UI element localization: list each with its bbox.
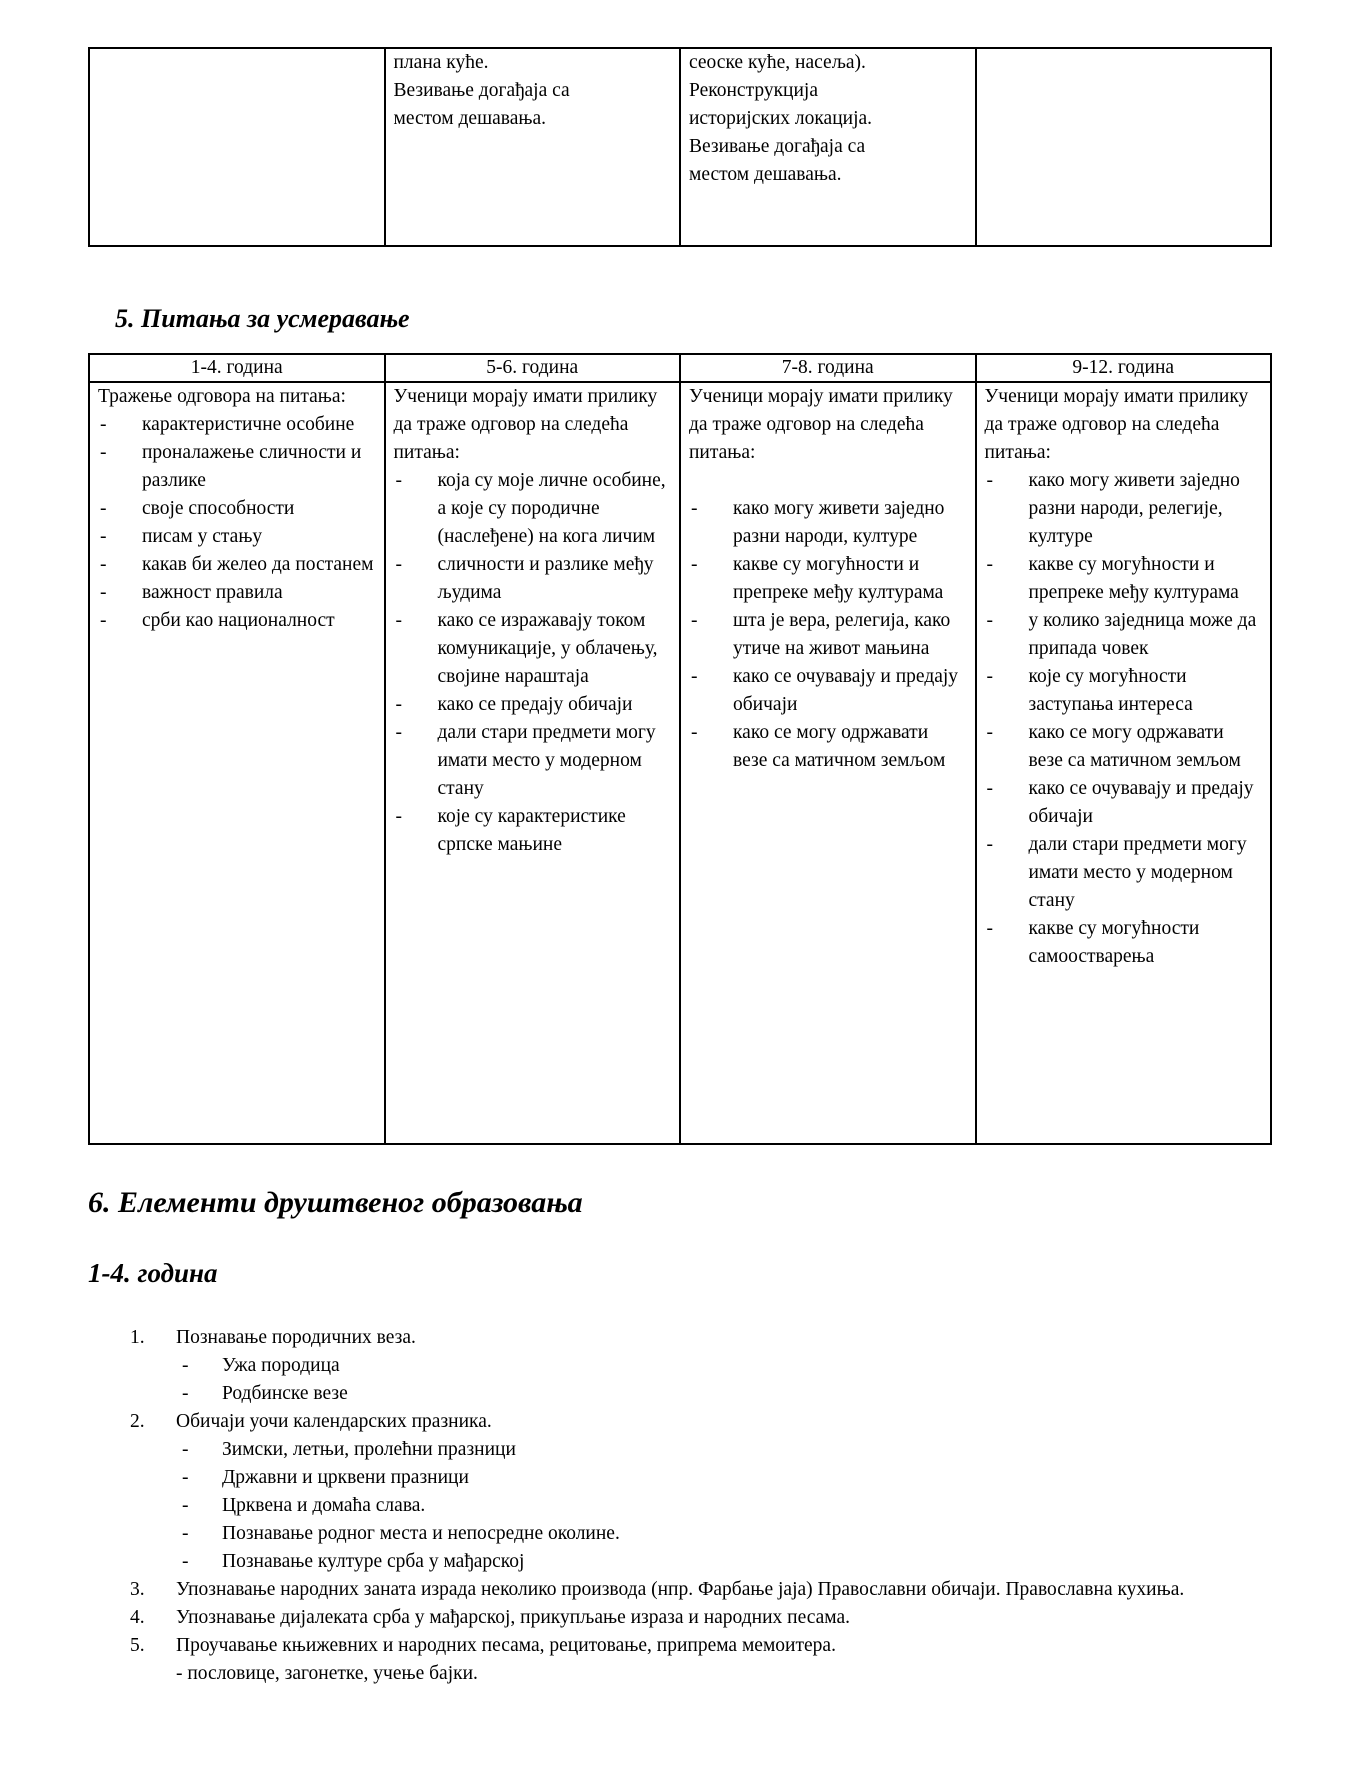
table-row [89, 48, 1271, 246]
table-cell-col4 [976, 48, 1272, 246]
question-list [689, 495, 967, 775]
sub-list-item: - Познавање културе срба у мађарској [176, 1548, 1210, 1576]
question-item: - како се могу одржавати везе са матичном земљом [689, 719, 967, 775]
sub-list [176, 1352, 1210, 1408]
sub-list-item: - Државни и црквени празници [176, 1464, 1210, 1492]
list-number: 3. [130, 1579, 145, 1600]
sub-list-item: - Познавање родног места и непосредне околине. [176, 1520, 1210, 1548]
cell-line: Везивање догађаја са [689, 136, 866, 157]
question-item: - писам у стању [98, 523, 376, 551]
question-item: - како се очувавају и предају обичаји [985, 775, 1263, 831]
question-item: - како могу живети заједно разни народи, културе [689, 495, 967, 551]
question-item: - срби као националност [98, 607, 376, 635]
list-item-text: Познавање породичних веза. [176, 1327, 416, 1348]
table-cell-col3 [680, 48, 976, 246]
guiding-questions-table [88, 353, 1272, 1145]
table-cell-col2 [385, 48, 681, 246]
list-item-text: Проучавање књижевних и народних песама, рецитовање, припрема мемоитера. [176, 1635, 836, 1656]
question-item: - карактеристичне особине [98, 411, 376, 439]
cell-line: местом дешавања. [689, 164, 842, 185]
spacer [689, 467, 967, 495]
sub-list [176, 1436, 1210, 1576]
list-item [130, 1632, 1210, 1688]
question-item: - сличности и разлике међу људима [394, 551, 672, 607]
question-list [394, 467, 672, 859]
questions-cell-1-4 [89, 382, 385, 1144]
section-6-title: 6. Елементи друштвеног образовања [88, 1186, 583, 1219]
question-item: - какве су могућности и препреке међу културама [689, 551, 967, 607]
cell-intro: Ученици морају имати прилику да траже одговор на следећа питања: [689, 386, 953, 463]
cell-line: Везивање догађаја са [393, 80, 570, 101]
question-item: - како се могу одржавати везе са матичном земљом [985, 719, 1263, 775]
column-header: 9-12. година [976, 354, 1272, 382]
top-continuation-table [88, 47, 1272, 247]
table-header-row [89, 354, 1271, 382]
list-item [130, 1324, 1210, 1408]
sub-list-item: - Ужа породица [176, 1352, 1210, 1380]
cell-intro: Ученици морају имати прилику да траже одговор на следећа питања: [393, 386, 658, 463]
list-number: 2. [130, 1411, 145, 1432]
question-list [985, 467, 1263, 971]
cell-line: Реконструкција [689, 80, 818, 101]
question-item: - која су моје личне особине, а које су породичне (наслеђене) на кога личим [394, 467, 672, 551]
questions-cell-7-8 [680, 382, 976, 1144]
question-item: - како се очувавају и предају обичаји [689, 663, 967, 719]
question-item: - своје способности [98, 495, 376, 523]
list-item [130, 1408, 1210, 1576]
column-header: 7-8. година [680, 354, 976, 382]
cell-line: плана куће. [393, 52, 489, 73]
sub-list-item: - Зимски, летњи, пролећни празници [176, 1436, 1210, 1464]
list-item-text: Обичаји уочи календарских празника. [176, 1411, 492, 1432]
list-item [130, 1604, 1210, 1632]
column-header: 1-4. година [89, 354, 385, 382]
questions-cell-9-12 [976, 382, 1272, 1144]
cell-intro: Ученици морају имати прилику да траже одговор на следећа питања: [984, 386, 1249, 463]
cell-intro: Тражење одговора на питања: [98, 386, 346, 407]
question-item: - како се изражавају током комуникације, у облачењу, својине нараштаја [394, 607, 672, 691]
question-list [98, 411, 376, 635]
list-item [130, 1576, 1210, 1604]
table-row [89, 382, 1271, 1144]
question-item: - у колико заједница може да припада човек [985, 607, 1263, 663]
list-number: 1. [130, 1327, 145, 1348]
question-item: - како могу живети заједно разни народи, релегије, културе [985, 467, 1263, 551]
question-item: - проналажење сличности и разлике [98, 439, 376, 495]
column-header: 5-6. година [385, 354, 681, 382]
cell-line: местом дешавања. [393, 108, 546, 129]
question-item: - које су карактеристике српске мањине [394, 803, 672, 859]
section-5-title: 5. Питања за усмеравање [115, 304, 410, 333]
questions-cell-5-6 [385, 382, 681, 1144]
sub-list-item: - Црквена и домаћа слава. [176, 1492, 1210, 1520]
question-item: - какав би желео да постанем [98, 551, 376, 579]
list-item-text-continued: - пословице, загонетке, учење бајки. [176, 1663, 478, 1684]
cell-line: историјских локација. [689, 108, 873, 129]
question-item: - како се предају обичаји [394, 691, 672, 719]
question-item: - важност правила [98, 579, 376, 607]
question-item: - дали стари предмети могу имати место у модерном стану [985, 831, 1263, 915]
sub-list-item: - Родбинске везе [176, 1380, 1210, 1408]
list-number: 5. [130, 1635, 145, 1656]
table-cell-col1 [89, 48, 385, 246]
question-item: - које су могућности заступања интереса [985, 663, 1263, 719]
section-6-subtitle: 1-4. година [88, 1258, 218, 1288]
list-item-text: Упознавање дијалеката срба у мађарској, прикупљање израза и народних песама. [176, 1607, 850, 1628]
question-item: - какве су могућности самоостварења [985, 915, 1263, 971]
question-item: - дали стари предмети могу имати место у модерном стану [394, 719, 672, 803]
question-item: - какве су могућности и препреке међу културама [985, 551, 1263, 607]
question-item: - шта је вера, релегија, како утиче на живот мањина [689, 607, 967, 663]
social-education-list [130, 1324, 1210, 1688]
cell-line: сеоске куће, насеља). [689, 52, 866, 73]
list-item-text: Упознавање народних заната израда неколико производа (нпр. Фарбање јаја) Православни обичаји. Православна кухиња. [176, 1579, 1185, 1600]
list-number: 4. [130, 1607, 145, 1628]
